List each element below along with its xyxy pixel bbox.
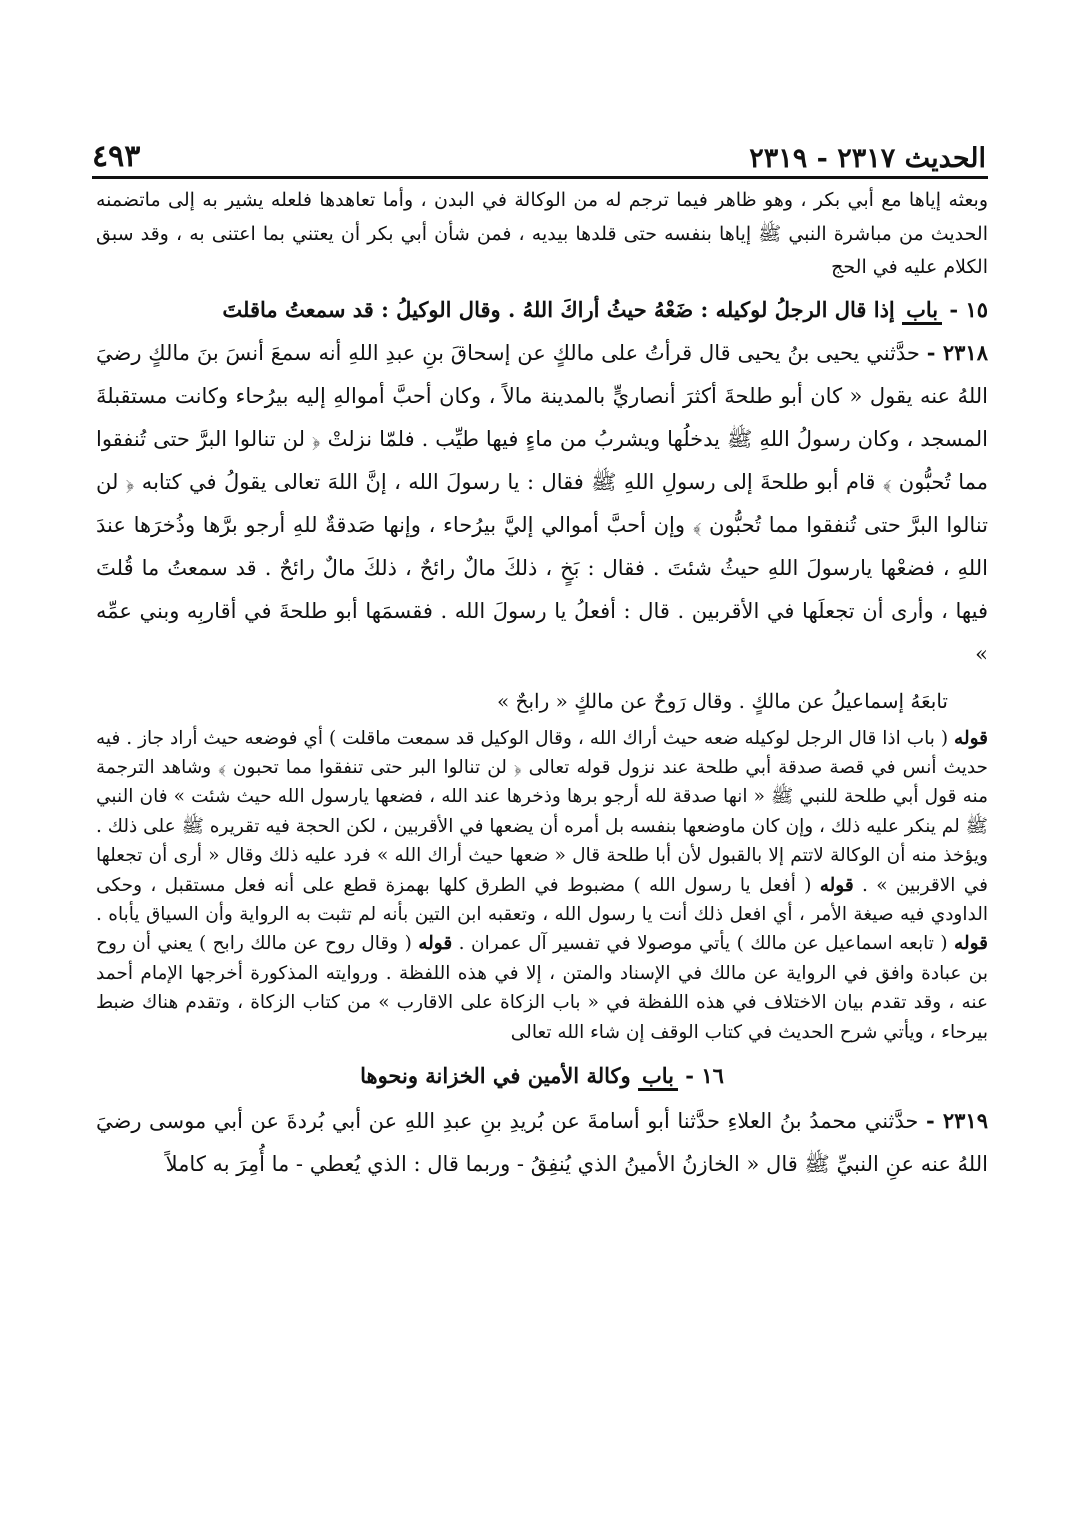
hadith-2319	[96, 1099, 988, 1186]
hadith-text: حدَّثني محمدُ بنُ العلاءِ حدَّثنا أبو أسامةَ عن بُريدِ بنِ عبدِ اللهِ عن أبي بُردةَ عن أبي موسى رضيَ اللهُ عنه عنِ النبيِّ ﷺ قال « الخازنُ الأمينُ الذي يُنفِقُ - وربما قال : الذي يُعطي - ما أُمِرَ به كاملاً	[96, 1108, 988, 1176]
chapter-heading-16	[96, 1059, 988, 1093]
commentary-text-1: ( باب اذا قال الرجل لوكيله ضعه حيث أراك الله ، وقال الوكيل قد سمعت ماقلت ) أي فوضعه حيث أراد جاز . فيه حديث أنس في قصة صدقة أبي طلحة عند نزول قوله تعالى ﴿ لن تنالوا البر حتى تنفقوا مما تحبون ﴾ وشاهد الترجمة منه قول أبي طلحة للنبي ﷺ « انها صدقة لله أرجو برها وذخرها عند الله ، فضعها يارسول الله حيث شئت » فان النبي ﷺ لم ينكر عليه ذلك ، وإن كان ماوضعها بنفسه بل أمره أن يضعها في الأقربين ، لكن الحجة فيه تقريره ﷺ على ذلك . ويؤخذ منه أن الوكالة لاتتم إلا بالقبول لأن أبا طلحة قال « ضعها حيث أراك الله » فرد عليه ذلك وقال « أرى أن تجعلها في الاقربين » .	[96, 727, 988, 896]
chapter-title: وكالة الأمين في الخزانة ونحوها	[360, 1062, 631, 1088]
qawluh-marker: قوله	[954, 727, 988, 749]
hadith-number: ٢٣١٨ -	[926, 339, 988, 365]
commentary-text-3: ( تابعه اسماعيل عن مالك ) يأتي موصولا في تفسير آل عمران .	[458, 933, 948, 955]
hadith-2318	[96, 331, 988, 676]
hadith-number: ٢٣١٩ -	[925, 1107, 988, 1133]
page-body	[96, 184, 988, 1186]
hadith-text: حدَّثني يحيى بنُ يحيى قال قرأتُ على مالكٍ عن إسحاقَ بنِ عبدِ اللهِ أنه سمعَ أنسَ بنَ مالكٍ رضيَ اللهُ عنه يقول « كان أبو طلحةَ أكثرَ أنصاريٍّ بالمدينة مالاً ، وكان أحبَّ أموالهِ إليه بيرُحاء وكانت مستقبلةَ المسجد ، وكان رسولُ اللهِ ﷺ يدخلُها ويشربُ من ماءٍ فيها طيِّب . فلمّا نزلتْ ﴿ لن تنالوا البرَّ حتى تُنفقوا مما تُحبُّون ﴾ قام أبو طلحةَ إلى رسولِ اللهِ ﷺ فقال : يا رسولَ الله ، إنَّ اللهَ تعالى يقولُ في كتابه ﴿ لن تنالوا البرَّ حتى تُنفقوا مما تُحبُّون ﴾ وإن أحبَّ أموالي إليَّ بيرُحاء ، وإنها صَدقةٌ للهِ أرجو برَّها وذُخرَها عندَ اللهِ ، فضعْها يارسولَ اللهِ حيثُ شئتَ . فقال : بَخٍ ، ذلكَ مالٌ رائحٌ ، ذلكَ مالٌ رائحٌ . قد سمعتُ ما قُلتَ فيها ، وأرى أن تجعلَها في الأقربين . قال : أفعلُ يا رسولَ الله . فقسمَها أبو طلحةَ في أقاربِه وبني عمِّه »	[96, 340, 988, 666]
chapter-title: إذا قال الرجلُ لوكيله : ضَعْهُ حيثُ أراكَ اللهُ . وقال الوكيلُ : قد سمعتُ ماقلتَ	[222, 296, 895, 322]
mutabaah-note: تابعَهُ إسماعيلُ عن مالكٍ . وقال رَوحٌ عن مالكٍ « رابحٌ »	[496, 688, 948, 713]
commentary-text-2: ( أفعل يا رسول الله ) مضبوط في الطرق كلها بهمزة قطع على أنه فعل مستقبل ، وحكى الداودي فيه صيغة الأمر ، أي افعل ذلك أنت يا رسول الله ، وتعقبه ابن التين بأنه لم تثبت به الرواية وأن السياق يأباه .	[96, 874, 988, 925]
chapter-number: ١٦ -	[685, 1062, 724, 1088]
qawluh-marker: قوله	[418, 933, 453, 955]
commentary-text-4: ( وقال روح عن مالك رابح ) يعني أن روح بن عبادة وافق في الرواية عن مالك في الإسناد والمتن ، إلا في هذه اللفظة . وروايته المذكورة أخرجها الإمام أحمد عنه ، وقد تقدم بيان الاختلاف في هذه اللفظة في « باب الزكاة على الاقارب » من كتاب الزكاة ، وتقدم هناك ضبط بيرحاء ، ويأتي شرح الحديث في كتاب الوقف إن شاء الله تعالى	[96, 933, 988, 1043]
bab-label: باب	[638, 1063, 678, 1091]
chapter-heading-15	[96, 293, 988, 327]
running-title: الحديث ٢٣١٧ - ٢٣١٩	[749, 143, 986, 174]
qawluh-marker: قوله	[954, 933, 988, 955]
qawluh-marker: قوله	[819, 874, 854, 896]
bab-label: باب	[902, 297, 942, 325]
chapter-number: ١٥ -	[949, 296, 988, 322]
page-header	[92, 128, 986, 174]
page-number: ٤٩٣	[92, 139, 141, 174]
commentary	[96, 724, 988, 1047]
intro-paragraph: وبعثه إياها مع أبي بكر ، وهو ظاهر فيما ترجم له من الوكالة في البدن ، وأما تعاهدها فلعله يشير به إلى ماتضمنه الحديث من مباشرة النبي ﷺ إياها بنفسه حتى قلدها بيديه ، فمن شأن أبي بكر أن يعتني بما اعتنى به ، وقد سبق الكلام عليه في الحج	[96, 189, 988, 278]
header-rule	[92, 176, 988, 179]
